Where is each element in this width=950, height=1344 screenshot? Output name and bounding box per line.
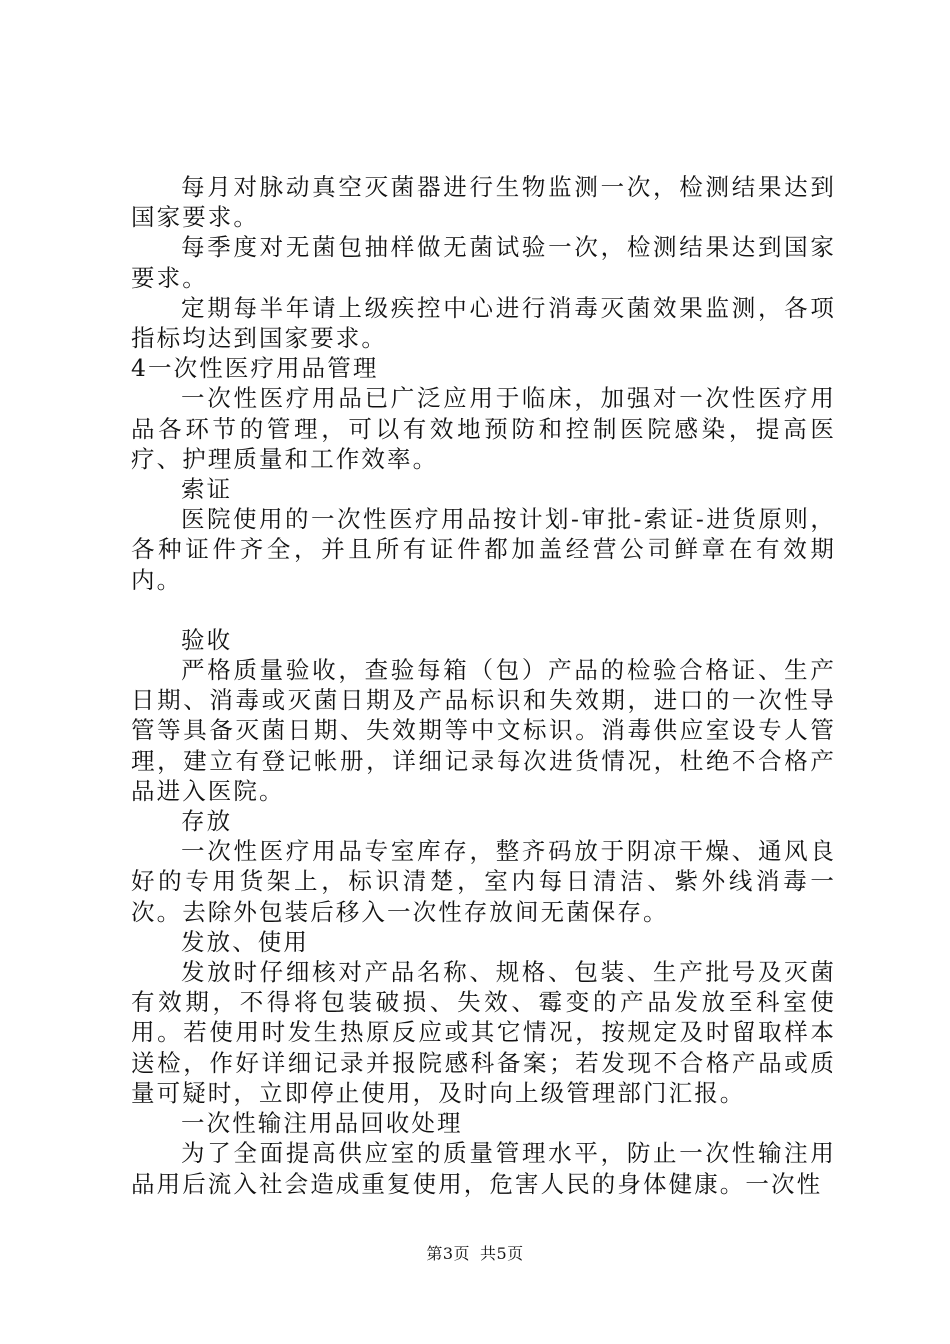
section-heading-disposable-management: 4一次性医疗用品管理 <box>131 354 379 383</box>
paragraph-recycling: 为了全面提高供应室的质量管理水平，防止一次性输注用品用后流入社会造成重复使用，危害人民的身体健康。一次性 <box>131 1139 836 1198</box>
subheading-acceptance: 验收 <box>181 625 233 654</box>
paragraph-cdc-monitoring: 定期每半年请上级疾控中心进行消毒灭菌效果监测，各项指标均达到国家要求。 <box>131 293 836 353</box>
page-footer <box>0 1241 950 1264</box>
document-body <box>131 172 836 1199</box>
subheading-certificates: 索证 <box>181 475 233 504</box>
subheading-storage: 存放 <box>181 807 233 836</box>
subheading-distribution-use: 发放、使用 <box>181 927 309 956</box>
subheading-recycling: 一次性输注用品回收处理 <box>181 1109 463 1138</box>
paragraph-certificates: 医院使用的一次性医疗用品按计划-审批-索证-进货原则，各种证件齐全，并且所有证件都加盖经营公司鲜章在有效期内。 <box>131 505 836 594</box>
paragraph-sterility-test: 每季度对无菌包抽样做无菌试验一次，检测结果达到国家要求。 <box>131 233 836 292</box>
paragraph-disposable-intro: 一次性医疗用品已广泛应用于临床，加强对一次性医疗用品各环节的管理，可以有效地预防和控制医院感染，提高医疗、护理质量和工作效率。 <box>131 384 836 473</box>
page-total: 共5页 <box>480 1244 524 1263</box>
page-number: 第3页 <box>426 1244 470 1263</box>
paragraph-distribution-use: 发放时仔细核对产品名称、规格、包装、生产批号及灭菌有效期，不得将包装破损、失效、霉变的产品发放至科室使用。若使用时发生热原反应或其它情况，按规定及时留取样本送检，作好详细记录并报院感科备案；若发现不合格产品或质量可疑时，立即停止使用，及时向上级管理部门汇报。 <box>131 958 836 1107</box>
paragraph-acceptance: 严格质量验收，查验每箱（包）产品的检验合格证、生产日期、消毒或灭菌日期及产品标识和失效期，进口的一次性导管等具备灭菌日期、失效期等中文标识。消毒供应室设专人管理，建立有登记帐册，详细记录每次进货情况，杜绝不合格产品进入医院。 <box>131 656 836 805</box>
paragraph-bio-monitoring: 每月对脉动真空灭菌器进行生物监测一次，检测结果达到国家要求。 <box>131 173 836 232</box>
paragraph-storage: 一次性医疗用品专室库存，整齐码放于阴凉干燥、通风良好的专用货架上，标识清楚，室内每日清洁、紫外线消毒一次。去除外包装后移入一次性存放间无菌保存。 <box>131 837 836 926</box>
